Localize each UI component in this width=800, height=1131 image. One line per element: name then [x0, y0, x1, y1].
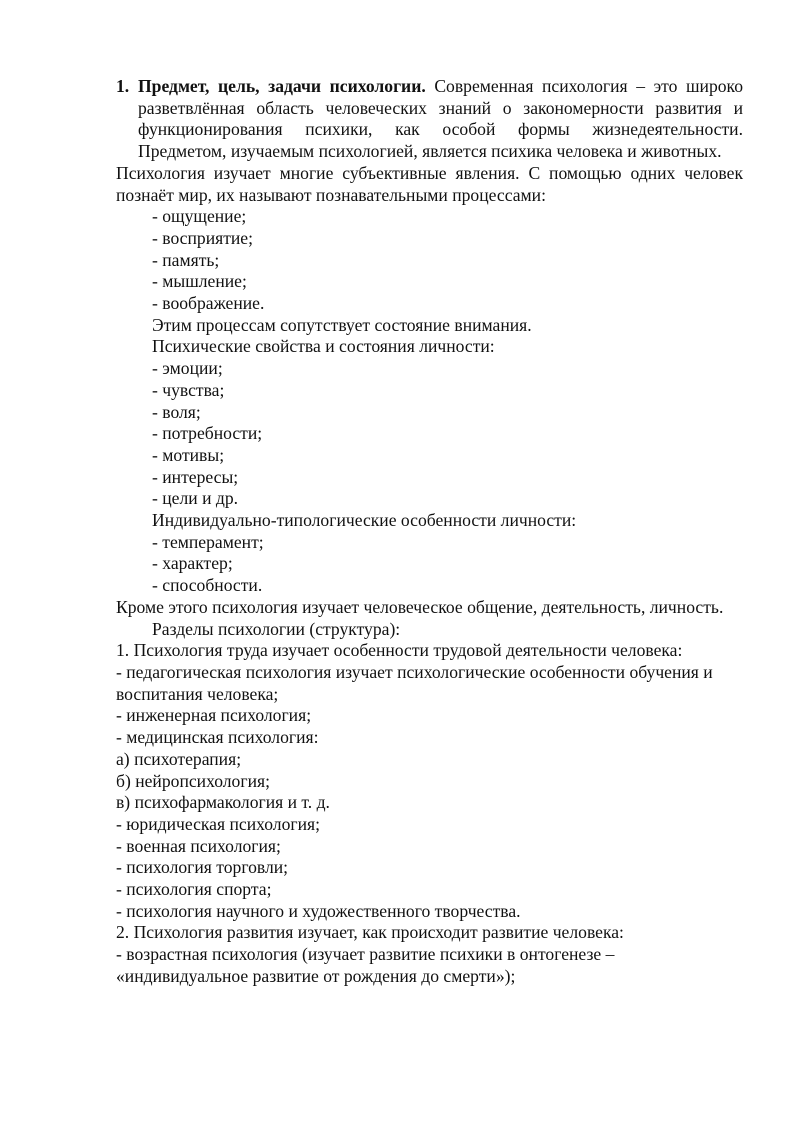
list-item: - характер;	[152, 553, 233, 574]
cognitive-list	[116, 206, 743, 315]
list-item: - психология научного и художественного творчества.	[116, 900, 521, 921]
list-item: - ощущение;	[152, 206, 247, 227]
section-1-paragraph	[116, 76, 743, 163]
labor-list	[116, 662, 743, 922]
section-number: 1.	[116, 76, 130, 96]
list-item: - инженерная психология;	[116, 705, 312, 726]
properties-list	[116, 358, 743, 510]
list-item: - педагогическая психология изучает психологические особенности обучения и воспитания человека;	[116, 661, 713, 704]
list-item: - воображение.	[152, 293, 265, 314]
list-item: - восприятие;	[152, 227, 254, 248]
list-item: - возрастная психология (изучает развитие психики в онтогенезе – «индивидуальное развитие от рождения до смерти»);	[116, 944, 615, 986]
typology-list	[116, 532, 743, 597]
attention-line: Этим процессам сопутствует состояние внимания.	[152, 314, 532, 335]
list-item: а) психотерапия;	[116, 748, 242, 769]
list-item: - цели и др.	[152, 488, 239, 509]
cognitive-paragraph: Психология изучает многие субъективные явления. С помощью одних человек познаёт мир, их называют познавательными процессами:	[116, 162, 743, 205]
section-1-text	[138, 76, 743, 163]
section-heading: Предмет, цель, задачи психологии.	[138, 76, 426, 96]
list-item: - психология торговли;	[116, 857, 289, 878]
sections-heading: Разделы психологии (структура):	[152, 618, 401, 639]
list-item: - мотивы;	[152, 444, 225, 465]
list-item: - воля;	[152, 401, 201, 422]
typology-heading: Индивидуально-типологические особенности личности:	[152, 510, 577, 531]
section-intro: Современная психология – это широко разветвлённая область человеческих знаний о закономерности развития и функционирования психики, как особой формы жизнедеятельности. Предметом, изучаемым психологией, является психика человека и животных.	[138, 76, 743, 162]
document-page	[116, 76, 743, 988]
list-item: - мышление;	[152, 271, 247, 292]
dev-heading: 2. Психология развития изучает, как происходит развитие человека:	[116, 922, 624, 943]
properties-heading: Психические свойства и состояния личности:	[152, 336, 495, 357]
also-paragraph: Кроме этого психология изучает человеческое общение, деятельность, личность.	[116, 596, 724, 617]
list-item: - психология спорта;	[116, 879, 272, 900]
labor-heading: 1. Психология труда изучает особенности трудовой деятельности человека:	[116, 640, 683, 661]
list-item: - интересы;	[152, 466, 239, 487]
list-item: - способности.	[152, 575, 263, 596]
list-item: - юридическая психология;	[116, 813, 320, 834]
list-item: - военная психология;	[116, 835, 281, 856]
list-item: - чувства;	[152, 379, 225, 400]
list-item: - медицинская психология:	[116, 727, 319, 748]
dev-list	[116, 944, 743, 987]
list-item: - потребности;	[152, 423, 263, 444]
list-item: б) нейропсихология;	[116, 770, 270, 791]
list-item: - темперамент;	[152, 531, 264, 552]
list-item: - эмоции;	[152, 358, 223, 379]
list-item: в) психофармакология и т. д.	[116, 792, 330, 813]
list-item: - память;	[152, 249, 220, 270]
